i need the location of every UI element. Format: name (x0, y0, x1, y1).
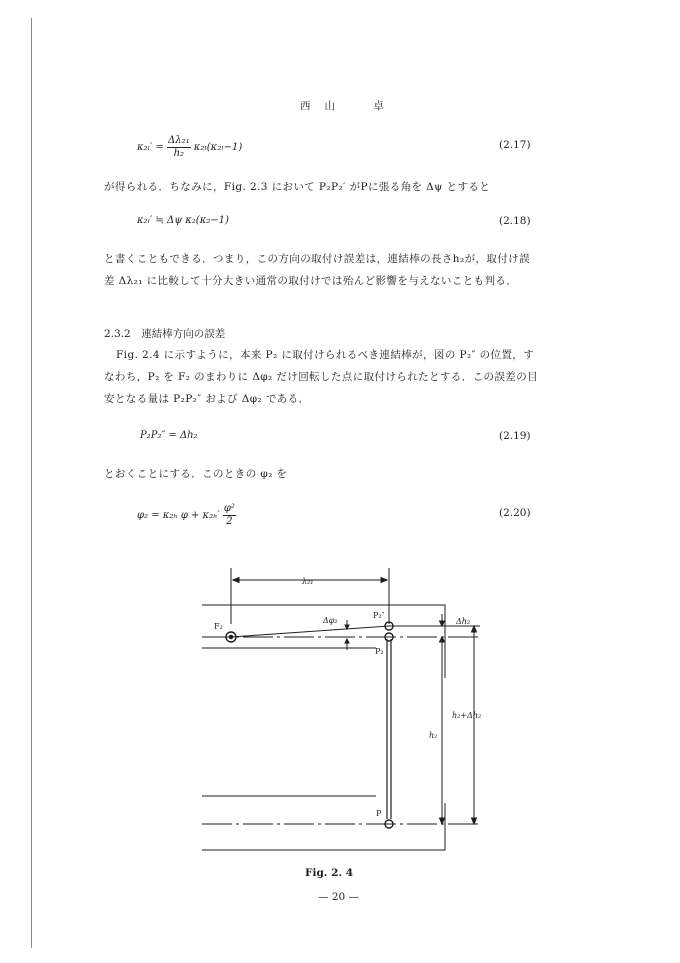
label-delta-h2: Δh₂ (456, 617, 471, 626)
label-h2-plus-delta-h2: h₂+Δh₂ (452, 711, 482, 720)
equation-2-19: P₂P₂″ = Δh₂ (140, 430, 198, 441)
label-f2: F₂ (214, 622, 223, 631)
equation-number-2-20: (2.20) (499, 507, 531, 519)
label-h2: h₂ (429, 731, 438, 740)
eq220-fraction (223, 503, 236, 528)
eq217-fraction (167, 135, 191, 160)
figure-caption: Fig. 2. 4 (305, 867, 354, 879)
section-heading-2-3-2: 2.3.2 連結棒方向の誤差 (104, 328, 226, 340)
eq217-lhs: κ₂ₗ′ = (137, 142, 164, 153)
label-lambda21: λ₂₁ (302, 577, 314, 586)
h2-plus-dh-arrow-top (472, 626, 477, 632)
running-header-author: 西山 卓 (300, 100, 398, 112)
binding-margin-line (31, 18, 32, 948)
paragraph-3-line-2: なわち，P₂ を F₂ のまわりに Δφ₂ だけ回転した点に取付けられたとする．この誤差の目 (104, 371, 538, 383)
equation-number-2-17: (2.17) (499, 139, 531, 151)
lambda-arrow-right (381, 578, 387, 583)
lower-frame-edge (202, 803, 445, 850)
label-p2: P₂ (375, 647, 384, 656)
rotated-link-line (231, 626, 389, 637)
paragraph-3-line-1: Fig. 2.4 に示すように，本来 P₂ に取付けられるべき連結棒が，図の P₂″ の位置，す (116, 349, 535, 361)
pivot-f2-center (229, 635, 233, 639)
eq217-rhs: κ₂ₗ(κ₂ₗ−1) (193, 142, 243, 153)
equation-2-18: κ₂ₗ′ ≒ Δψ κ₂(κ₂−1) (137, 215, 229, 226)
h2-plus-dh-arrow-bottom (472, 818, 477, 824)
eq220-numerator: φ² (223, 503, 235, 514)
paragraph-4: とおくことにする．このときの φ₂ を (104, 468, 288, 480)
equation-number-2-18: (2.18) (499, 215, 531, 227)
page-number: — 20 — (318, 891, 360, 903)
label-delta-phi2: Δφ₂ (323, 616, 338, 625)
label-p2-double-prime: P₂″ (373, 611, 385, 620)
lambda-arrow-left (233, 578, 239, 583)
figure-2-4-diagram (180, 560, 500, 860)
paragraph-3-line-3: 安となる量は P₂P₂″ および Δφ₂ である． (104, 393, 310, 405)
eq220-denominator: 2 (226, 516, 233, 527)
paragraph-1: が得られる．ちなみに，Fig. 2.3 において P₂P₂′ がPに張る角を Δψ とすると (104, 181, 491, 193)
paragraph-2-line-2: 差 Δλ₂₁ に比較して十分大きい通常の取付けでは殆んど影響を与えないことも判る． (104, 275, 518, 287)
dh-arrow-top-head (440, 621, 445, 626)
label-p: P (376, 809, 382, 818)
equation-2-20 (137, 503, 236, 528)
equation-2-17 (137, 135, 242, 160)
h2-arrow-bottom (440, 818, 445, 824)
equation-number-2-19: (2.19) (499, 430, 531, 442)
paragraph-2-line-1: と書くこともできる．つまり，この方向の取付け誤差は，連結棒の長さh₂が，取付け誤 (104, 253, 530, 265)
eq220-lhs: φ₂ = κ₂ₕ φ + κ₂ₕ′ (137, 510, 220, 521)
eq217-denominator: h₂ (173, 148, 185, 159)
eq217-numerator: Δλ₂₁ (168, 135, 190, 146)
dphi-arrow-bottom-head (345, 639, 349, 643)
